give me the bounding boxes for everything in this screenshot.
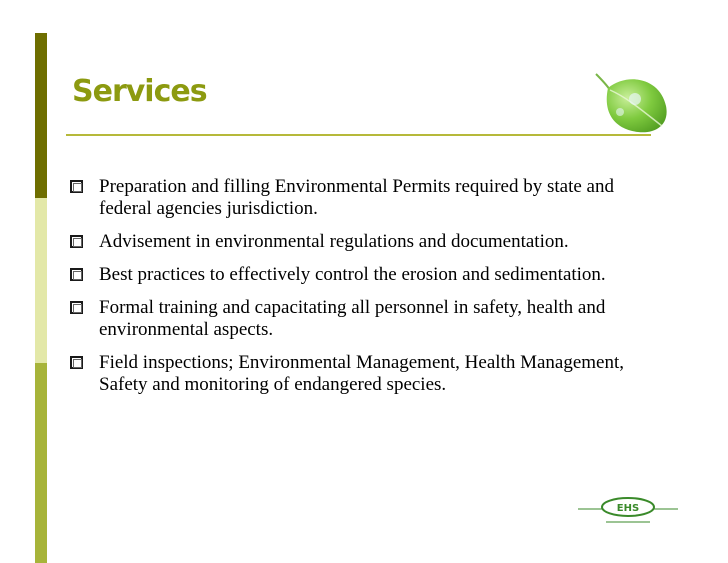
side-bar-middle xyxy=(35,198,47,363)
list-item xyxy=(70,264,670,286)
square-bullet-icon xyxy=(70,180,83,193)
bullet-text: Formal training and capacitating all personnel in safety, health and environmental aspects. xyxy=(99,297,606,340)
list-item xyxy=(70,176,670,220)
bullet-text: Preparation and filling Environmental Permits required by state and federal agencies jurisdiction. xyxy=(99,176,614,219)
title-divider xyxy=(66,134,651,136)
list-item xyxy=(70,352,670,396)
list-item xyxy=(70,297,670,341)
slide-title: Services xyxy=(72,74,207,109)
square-bullet-icon xyxy=(70,268,83,281)
leaf-icon xyxy=(588,68,670,138)
bullet-text: Field inspections; Environmental Management, Health Management, Safety and monitoring of endangered species. xyxy=(99,352,625,395)
bullet-text: Best practices to effectively control the erosion and sedimentation. xyxy=(99,264,606,285)
bullet-text: Advisement in environmental regulations and documentation. xyxy=(99,231,569,252)
list-item xyxy=(70,231,670,253)
square-bullet-icon xyxy=(70,235,83,248)
logo-text: EHS xyxy=(616,503,640,514)
side-bar-top xyxy=(35,33,47,198)
square-bullet-icon xyxy=(70,301,83,314)
square-bullet-icon xyxy=(70,356,83,369)
side-bar-bottom xyxy=(35,363,47,563)
ehs-logo xyxy=(578,494,678,526)
bullet-list xyxy=(70,176,670,407)
